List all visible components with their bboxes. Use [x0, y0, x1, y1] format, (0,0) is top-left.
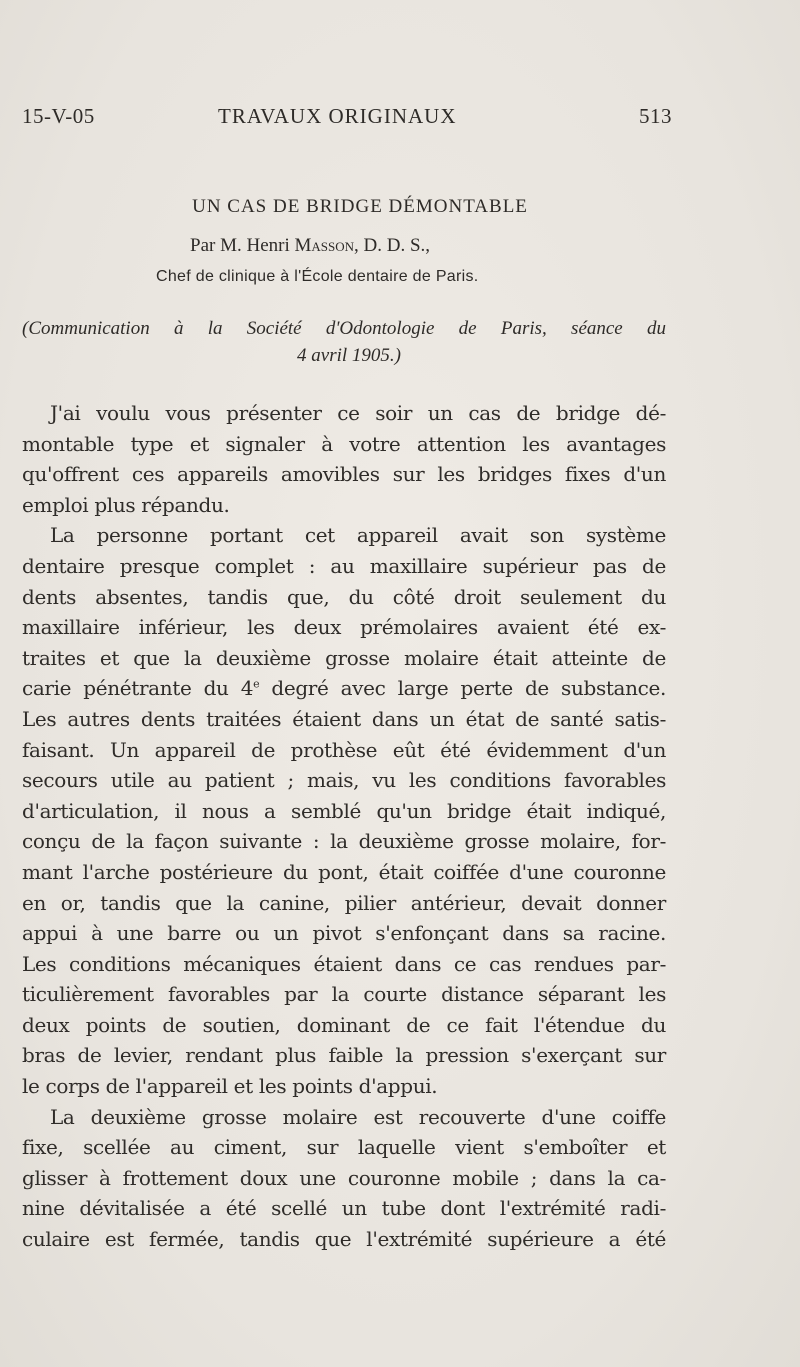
page-number: 513	[639, 104, 672, 128]
text-line: emploi plus répandu.	[22, 492, 230, 517]
byline	[190, 235, 430, 257]
text-line: J'ai voulu vous présenter ce soir un cas de bridge dé-	[50, 401, 666, 425]
text-line: ticulièrement favorables par la courte distance séparant les	[22, 982, 666, 1007]
text-line: dents absentes, tandis que, du côté droit seulement du	[22, 584, 666, 609]
text-line: glisser à frottement doux une couronne mobile ; dans la ca-	[22, 1165, 666, 1190]
text-fragment: carie pénétrante du 4	[22, 676, 254, 701]
paragraph-2	[22, 520, 666, 1101]
communication-line-2: 4 avril 1905.)	[297, 345, 401, 366]
author-affiliation: Chef de clinique à l'École dentaire de Paris.	[156, 268, 479, 285]
byline-prefix: Par M. Henri	[190, 235, 295, 256]
text-line: fixe, scellée au ciment, sur laquelle vient s'emboîter et	[22, 1135, 666, 1160]
paragraph-3	[22, 1102, 666, 1255]
section-title: TRAVAUX ORIGINAUX	[218, 104, 457, 128]
superscript: e	[253, 677, 260, 691]
text-line: qu'offrent ces appareils amovibles sur les bridges fixes d'un	[22, 462, 666, 487]
text-line: secours utile au patient ; mais, vu les conditions favorables	[22, 768, 666, 793]
text-line: traites et que la deuxième grosse molaire était atteinte de	[22, 645, 666, 670]
text-line: appui à une barre ou un pivot s'enfonçant dans sa racine.	[22, 921, 666, 946]
text-line: d'articulation, il nous a semblé qu'un bridge était indiqué,	[22, 798, 666, 823]
text-line: conçu de la façon suivante : la deuxième grosse molaire, for-	[22, 829, 666, 854]
article-title: UN CAS DE BRIDGE DÉMONTABLE	[192, 196, 528, 217]
text-line: La deuxième grosse molaire est recouverte d'une coiffe	[50, 1104, 666, 1129]
text-line: maxillaire inférieur, les deux prémolaires avaient été ex-	[22, 615, 666, 640]
text-line: nine dévitalisée a été scellé un tube dont l'extrémité radi-	[22, 1196, 666, 1221]
issue-date: 15-V-05	[22, 104, 95, 128]
paragraph-1	[22, 398, 666, 520]
text-line: Les autres dents traitées étaient dans un état de santé satis-	[22, 706, 666, 731]
text-line: Les conditions mécaniques étaient dans ce cas rendues par-	[22, 951, 666, 976]
communication-line-1: (Communication à la Société d'Odontologie de Paris, séance du	[22, 318, 666, 339]
running-head	[22, 104, 672, 134]
text-line: en or, tandis que la canine, pilier antérieur, devait donner	[22, 890, 666, 915]
byline-suffix: , D. D. S.,	[354, 235, 431, 256]
text-line: bras de levier, rendant plus faible la pression s'exerçant sur	[22, 1043, 666, 1068]
text-line: dentaire presque complet : au maxillaire supérieur pas de	[22, 553, 666, 578]
text-line: La personne portant cet appareil avait son système	[50, 523, 666, 548]
text-fragment: degré avec large perte de substance.	[259, 676, 666, 701]
text-line: culaire est fermée, tandis que l'extrémité supérieure a été	[22, 1227, 666, 1252]
article-body	[22, 398, 666, 1255]
text-line: mant l'arche postérieure du pont, était coiffée d'une couronne	[22, 859, 666, 884]
text-line-with-superscript	[22, 673, 666, 704]
text-line: montable type et signaler à votre attention les avantages	[22, 431, 666, 456]
text-line: faisant. Un appareil de prothèse eût été évidemment d'un	[22, 737, 666, 762]
author-surname: Masson	[294, 235, 355, 256]
text-line: deux points de soutien, dominant de ce fait l'étendue du	[22, 1012, 666, 1037]
text-line: le corps de l'appareil et les points d'appui.	[22, 1074, 438, 1099]
communication-note	[22, 315, 666, 369]
